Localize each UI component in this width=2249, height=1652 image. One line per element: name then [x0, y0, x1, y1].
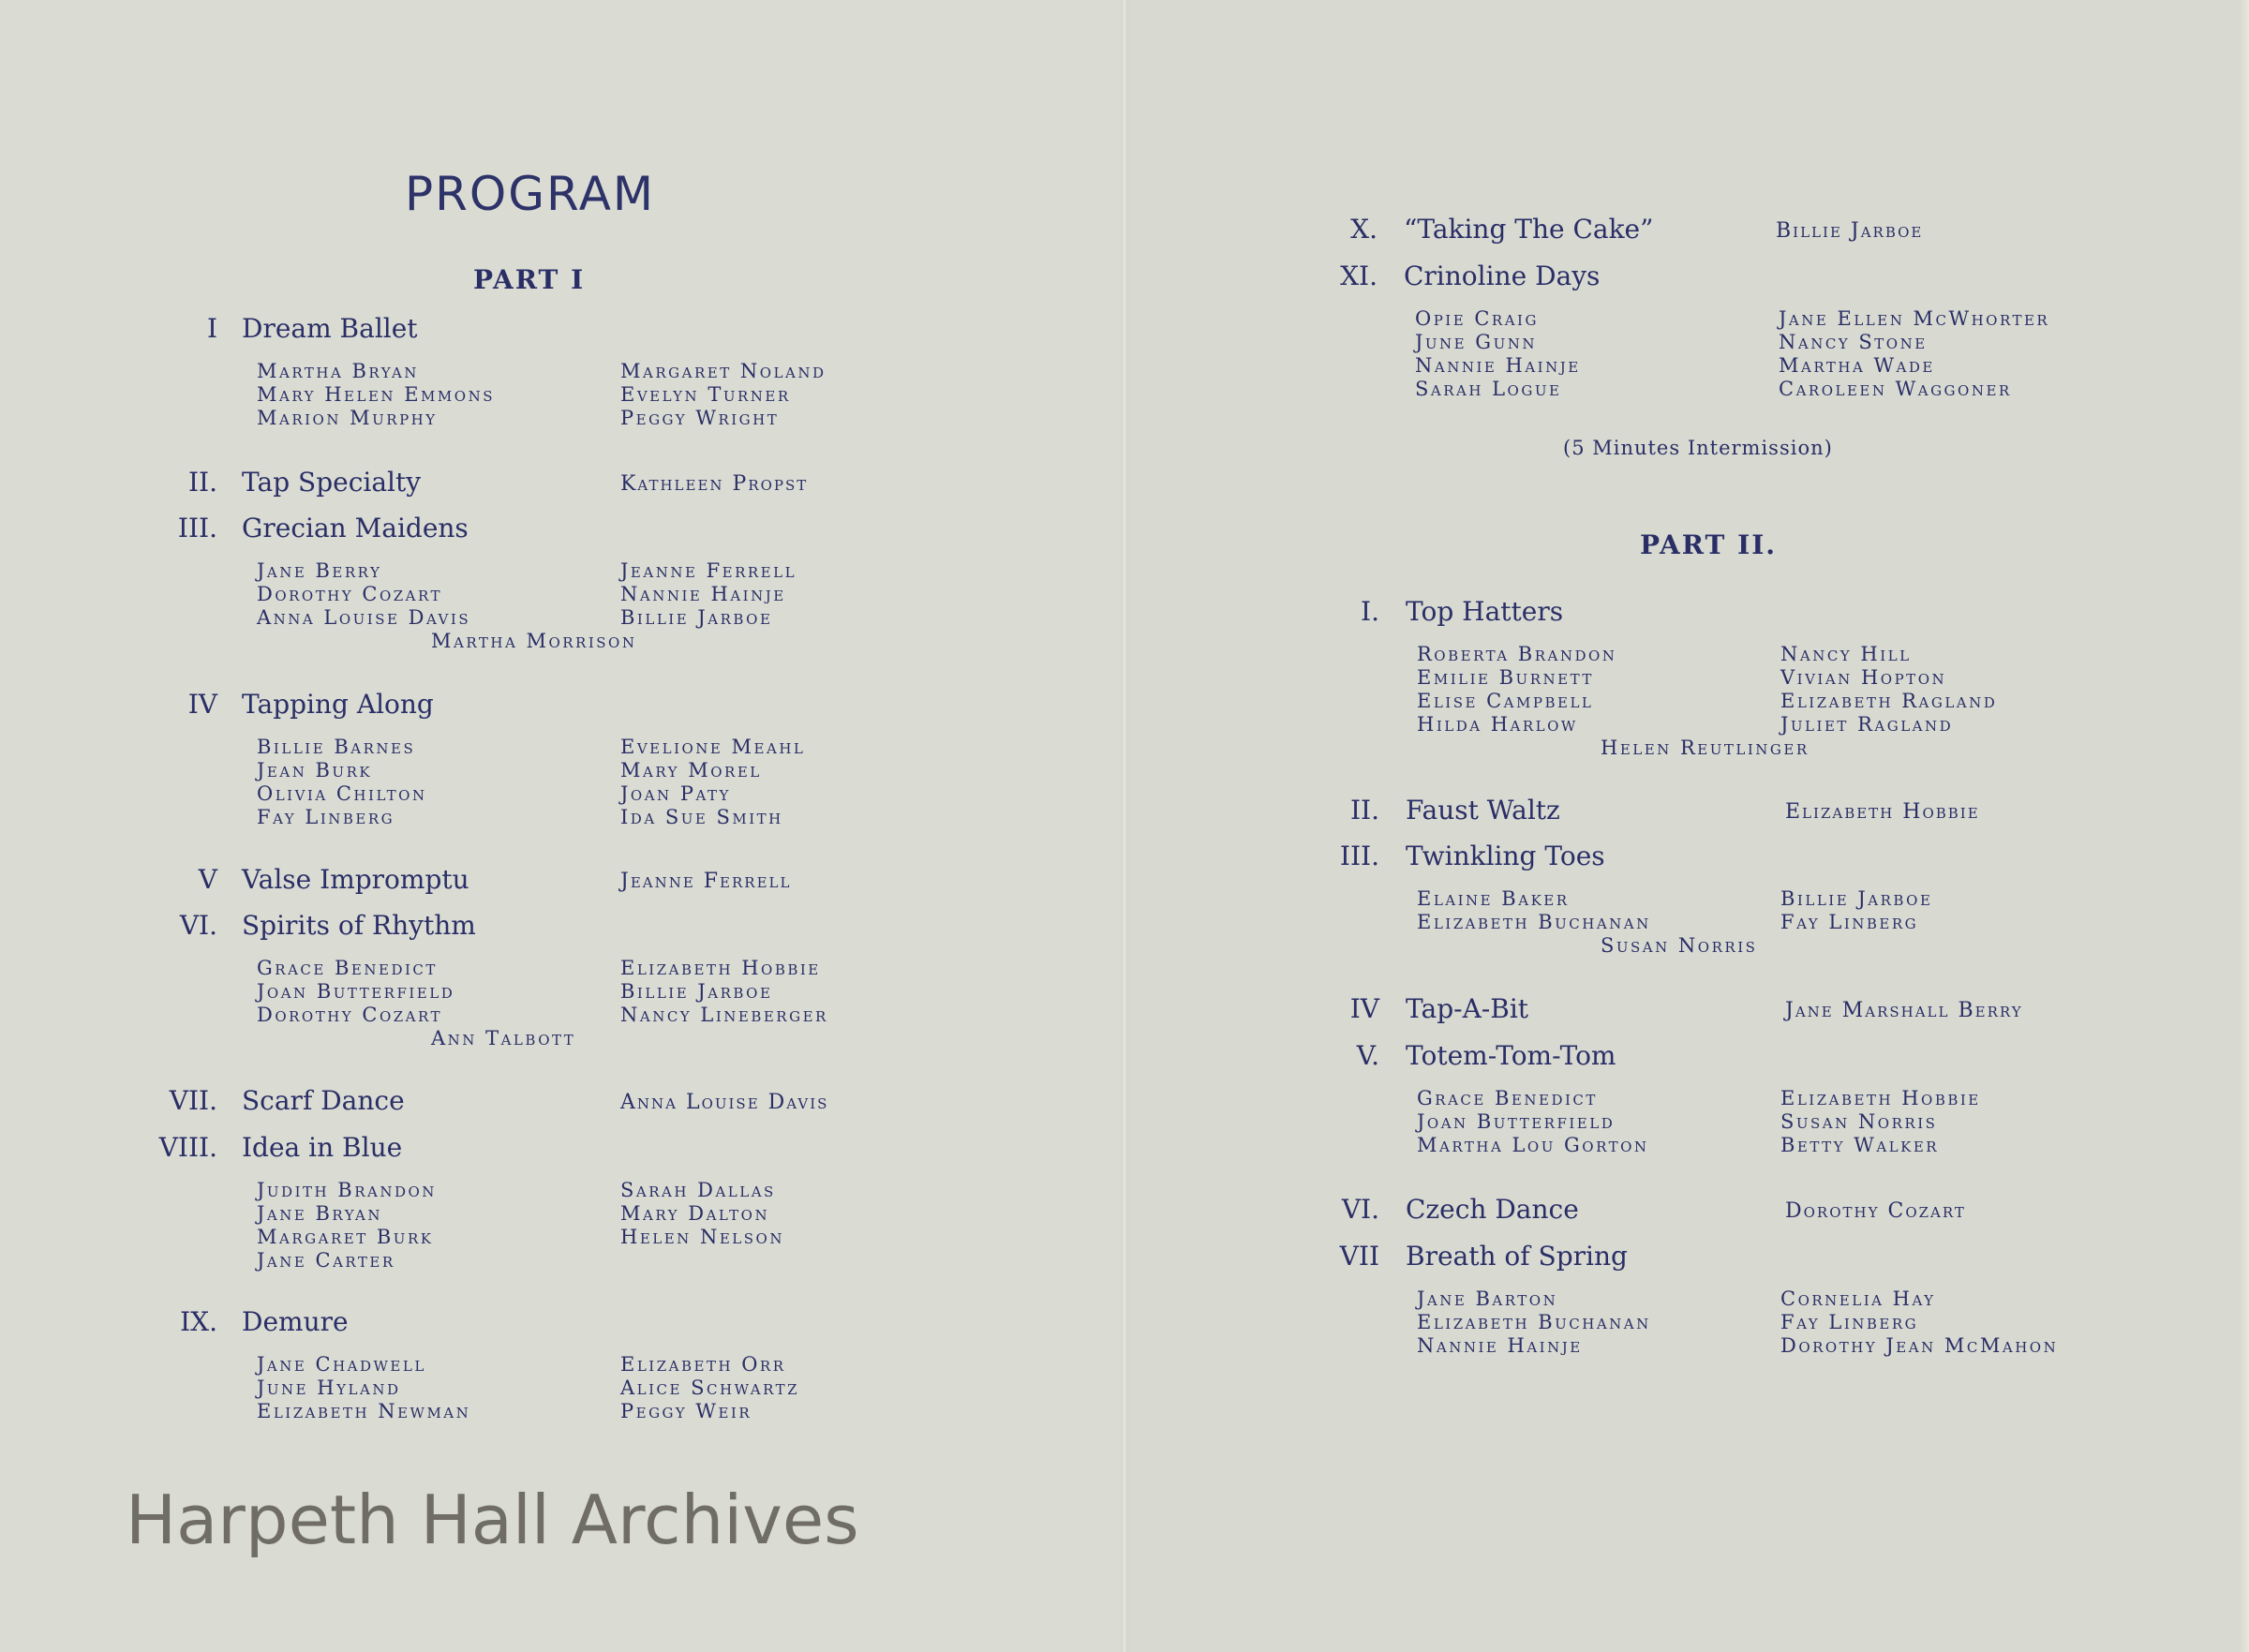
cast-column-right — [1780, 1087, 1981, 1157]
item-title: Scarf Dance — [242, 1085, 405, 1116]
cast-name: Olivia Chilton — [257, 782, 427, 805]
cast-name: Jane Carter — [257, 1249, 395, 1272]
cast-name: Evelyn Turner — [620, 383, 791, 406]
item-number: VII — [1339, 1241, 1379, 1272]
cast-name: Nannie Hainje — [1415, 354, 1581, 377]
cast-center-name: Martha Morrison — [431, 630, 637, 652]
program-title: PROGRAM — [405, 167, 656, 221]
cast-name: Helen Nelson — [620, 1226, 784, 1248]
cast-name: Jane Berry — [257, 559, 382, 582]
item-number: VIII. — [158, 1132, 217, 1163]
cast-name: Hilda Harlow — [1417, 713, 1578, 736]
item-title: Tap-A-Bit — [1406, 993, 1529, 1024]
item-title: Breath of Spring — [1406, 1241, 1628, 1272]
cast-name: Juliet Ragland — [1780, 713, 1954, 736]
item-soloist: Elizabeth Hobbie — [1785, 800, 1980, 824]
cast-name: Margaret Noland — [620, 360, 827, 382]
cast-name: Nancy Stone — [1779, 331, 1928, 353]
cast-name: June Hyland — [257, 1377, 401, 1399]
item-title: Idea in Blue — [242, 1132, 403, 1163]
item-title: Demure — [242, 1306, 349, 1337]
cast-name: Mary Helen Emmons — [257, 383, 495, 406]
cast-name: Judith Brandon — [257, 1179, 437, 1201]
intermission-note: (5 Minutes Intermission) — [1563, 437, 1833, 459]
cast-name: Dorothy Cozart — [257, 583, 443, 605]
item-number: V — [198, 864, 217, 895]
cast-column-left — [1417, 1087, 1649, 1157]
cast-column-right — [620, 1353, 799, 1423]
cast-name: Nancy Hill — [1780, 643, 1912, 665]
cast-name: Elise Campbell — [1417, 690, 1594, 712]
cast-column-right — [1780, 1287, 2058, 1358]
cast-name: Joan Butterfield — [1417, 1110, 1616, 1133]
cast-name: Billie Jarboe — [620, 606, 773, 629]
cast-name: Fay Linberg — [1780, 1311, 1919, 1333]
cast-name: Mary Dalton — [620, 1202, 770, 1225]
cast-center-name: Ann Talbott — [431, 1027, 576, 1049]
cast-column-left — [257, 360, 495, 430]
item-number: III. — [1339, 841, 1379, 871]
item-title: Tapping Along — [242, 689, 434, 720]
cast-name: Jean Burk — [257, 759, 373, 781]
cast-column-left — [1415, 307, 1581, 401]
cast-name: Marion Murphy — [257, 407, 438, 429]
cast-name: June Gunn — [1415, 331, 1537, 353]
cast-name: Martha Wade — [1779, 354, 1935, 377]
cast-column-left — [257, 736, 427, 829]
item-title: Crinoline Days — [1404, 260, 1601, 291]
right-page — [1126, 0, 2249, 1652]
center-fold — [1121, 0, 1128, 1652]
cast-column-right — [620, 1179, 784, 1249]
item-title: Grecian Maidens — [242, 513, 469, 543]
part-one-heading: PART I — [473, 264, 586, 295]
item-number: II. — [187, 467, 217, 498]
part-two-heading: PART II. — [1640, 529, 1778, 560]
cast-column-right — [620, 559, 797, 630]
item-title: Valse Impromptu — [242, 864, 469, 895]
item-number: VI. — [179, 910, 217, 941]
item-title: Totem-Tom-Tom — [1406, 1040, 1616, 1071]
cast-name: Dorothy Cozart — [257, 1004, 443, 1026]
cast-name: Martha Bryan — [257, 360, 419, 382]
cast-name: Billie Barnes — [257, 736, 416, 758]
item-number: IV — [1349, 993, 1379, 1024]
cast-column-left — [1417, 643, 1616, 737]
item-number: X. — [1350, 214, 1378, 245]
cast-column-left — [257, 559, 470, 630]
item-title: Dream Ballet — [242, 313, 418, 344]
item-soloist: Dorothy Cozart — [1785, 1199, 1966, 1223]
cast-name: Susan Norris — [1780, 1110, 1938, 1133]
item-soloist: Billie Jarboe — [1776, 219, 1924, 243]
cast-name: Elizabeth Ragland — [1780, 690, 1998, 712]
cast-name: Anna Louise Davis — [257, 606, 471, 629]
cast-name: Grace Benedict — [1417, 1087, 1598, 1109]
cast-name: Elizabeth Hobbie — [1780, 1087, 1981, 1109]
cast-column-right — [620, 957, 828, 1027]
cast-column-right — [1779, 307, 2049, 401]
cast-name: Elizabeth Buchanan — [1417, 911, 1651, 933]
cast-name: Elaine Baker — [1417, 887, 1570, 910]
item-number: II. — [1349, 795, 1379, 826]
cast-name: Betty Walker — [1780, 1134, 1940, 1156]
cast-name: Grace Benedict — [257, 957, 438, 979]
cast-name: Mary Morel — [620, 759, 762, 781]
cast-name: Nannie Hainje — [1417, 1334, 1583, 1357]
cast-name: Alice Schwartz — [620, 1377, 800, 1399]
item-number: III. — [177, 513, 217, 543]
item-soloist: Jane Marshall Berry — [1785, 999, 2023, 1022]
cast-center-name: Susan Norris — [1601, 934, 1758, 957]
item-title: Top Hatters — [1406, 596, 1564, 627]
cast-name: Ida Sue Smith — [620, 806, 783, 828]
cast-name: Jeanne Ferrell — [620, 559, 797, 582]
cast-name: Evelione Meahl — [620, 736, 806, 758]
cast-name: Jane Bryan — [257, 1202, 382, 1225]
cast-name: Vivian Hopton — [1780, 666, 1947, 689]
archive-watermark: Harpeth Hall Archives — [126, 1481, 859, 1559]
cast-column-left — [1417, 887, 1651, 934]
cast-name: Sarah Dallas — [620, 1179, 776, 1201]
cast-name: Margaret Burk — [257, 1226, 434, 1248]
cast-name: Jane Ellen McWhorter — [1779, 307, 2050, 330]
item-soloist: Kathleen Propst — [620, 472, 809, 496]
item-number: IV — [187, 689, 217, 720]
item-soloist: Anna Louise Davis — [620, 1091, 829, 1114]
cast-name: Fay Linberg — [257, 806, 395, 828]
cast-name: Peggy Weir — [620, 1400, 752, 1422]
cast-name: Caroleen Waggoner — [1779, 378, 2012, 400]
cast-column-left — [1417, 1287, 1651, 1358]
cast-column-left — [257, 957, 454, 1027]
cast-column-right — [620, 736, 805, 829]
cast-name: Roberta Brandon — [1417, 643, 1617, 665]
item-title: “Taking The Cake” — [1404, 214, 1654, 245]
cast-name: Jane Barton — [1417, 1287, 1558, 1310]
cast-column-right — [1780, 643, 1997, 737]
item-number: VII. — [169, 1085, 217, 1116]
cast-name: Joan Butterfield — [257, 980, 455, 1003]
cast-name: Nancy Lineberger — [620, 1004, 828, 1026]
item-number: XI. — [1340, 260, 1378, 291]
cast-name: Jane Chadwell — [257, 1353, 426, 1376]
left-page — [0, 0, 1123, 1652]
cast-center-name: Helen Reutlinger — [1601, 737, 1810, 759]
cast-name: Elizabeth Buchanan — [1417, 1311, 1651, 1333]
cast-column-left — [257, 1353, 470, 1423]
cast-name: Opie Craig — [1415, 307, 1539, 330]
cast-name: Elizabeth Hobbie — [620, 957, 821, 979]
item-number: I — [206, 313, 217, 344]
cast-name: Emilie Burnett — [1417, 666, 1594, 689]
item-title: Tap Specialty — [242, 467, 422, 498]
item-number: V. — [1356, 1040, 1379, 1071]
cast-name: Sarah Logue — [1415, 378, 1562, 400]
item-number: VI. — [1341, 1194, 1379, 1225]
cast-name: Fay Linberg — [1780, 911, 1919, 933]
paper-edge — [2240, 0, 2249, 1652]
item-title: Faust Waltz — [1406, 795, 1560, 826]
cast-name: Billie Jarboe — [620, 980, 773, 1003]
item-number: IX. — [180, 1306, 217, 1337]
cast-name: Joan Paty — [620, 782, 731, 805]
cast-name: Billie Jarboe — [1780, 887, 1933, 910]
cast-name: Dorothy Jean McMahon — [1780, 1334, 2059, 1357]
item-soloist: Jeanne Ferrell — [620, 870, 792, 893]
cast-column-left — [257, 1179, 437, 1272]
cast-column-right — [1780, 887, 1932, 934]
cast-name: Elizabeth Orr — [620, 1353, 786, 1376]
cast-column-right — [620, 360, 827, 430]
cast-name: Elizabeth Newman — [257, 1400, 471, 1422]
item-title: Czech Dance — [1406, 1194, 1579, 1225]
cast-name: Nannie Hainje — [620, 583, 786, 605]
item-title: Twinkling Toes — [1406, 841, 1605, 871]
item-number: I. — [1361, 596, 1379, 627]
cast-name: Martha Lou Gorton — [1417, 1134, 1649, 1156]
item-title: Spirits of Rhythm — [242, 910, 476, 941]
cast-name: Cornelia Hay — [1780, 1287, 1936, 1310]
cast-name: Peggy Wright — [620, 407, 780, 429]
